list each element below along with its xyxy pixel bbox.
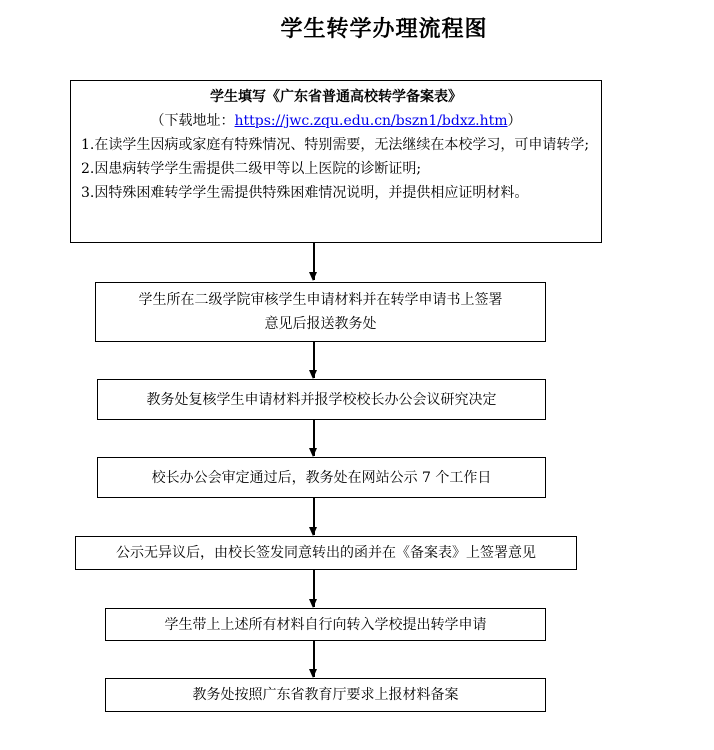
step-6-box bbox=[105, 608, 546, 641]
download-prefix: （下载地址： bbox=[150, 113, 235, 129]
step-2-box bbox=[95, 282, 546, 342]
step-2-line-1: 学生所在二级学院审核学生申请材料并在转学申请书上签署 bbox=[138, 292, 503, 308]
step-1-item-1: 1.在读学生因病或家庭有特殊情况、特别需要，无法继续在本校学习，可申请转学; bbox=[81, 137, 590, 153]
step-1-item-3: 3.因特殊困难转学学生需提供特殊困难情况说明，并提供相应证明材料。 bbox=[81, 185, 529, 201]
step-6-text: 学生带上上述所有材料自行向转入学校提出转学申请 bbox=[164, 616, 487, 633]
download-line bbox=[81, 109, 591, 133]
arrow-1-2 bbox=[313, 243, 315, 280]
arrow-2-3 bbox=[313, 342, 315, 378]
step-5-text: 公示无异议后，由校长签发同意转出的函并在《备案表》上签署意见 bbox=[116, 545, 536, 561]
step-4-box bbox=[97, 457, 546, 498]
step-1-heading: 学生填写《广东省普通高校转学备案表》 bbox=[210, 89, 462, 105]
step-7-text: 教务处按照广东省教育厅要求上报材料备案 bbox=[192, 687, 459, 703]
download-link[interactable]: https://jwc.zqu.edu.cn/bszn1/bdxz.htm bbox=[234, 113, 508, 129]
arrow-4-5 bbox=[313, 498, 315, 535]
step-5-box bbox=[75, 536, 577, 570]
step-1-box bbox=[70, 80, 602, 243]
page-title: 学生转学办理流程图 bbox=[280, 16, 488, 42]
step-3-box bbox=[97, 379, 546, 420]
step-1-item-2: 2.因患病转学学生需提供二级甲等以上医院的诊断证明; bbox=[81, 161, 422, 177]
step-4-text: 校长办公会审定通过后，教务处在网站公示 7 个工作日 bbox=[151, 469, 492, 486]
arrow-5-6 bbox=[313, 570, 315, 607]
step-2-line-2: 意见后报送教务处 bbox=[264, 316, 377, 332]
arrow-3-4 bbox=[313, 420, 315, 456]
step-3-text: 教务处复核学生申请材料并报学校校长办公会议研究决定 bbox=[146, 391, 497, 408]
arrow-6-7 bbox=[313, 641, 315, 677]
download-suffix: ） bbox=[507, 113, 522, 129]
step-7-box bbox=[105, 678, 546, 712]
